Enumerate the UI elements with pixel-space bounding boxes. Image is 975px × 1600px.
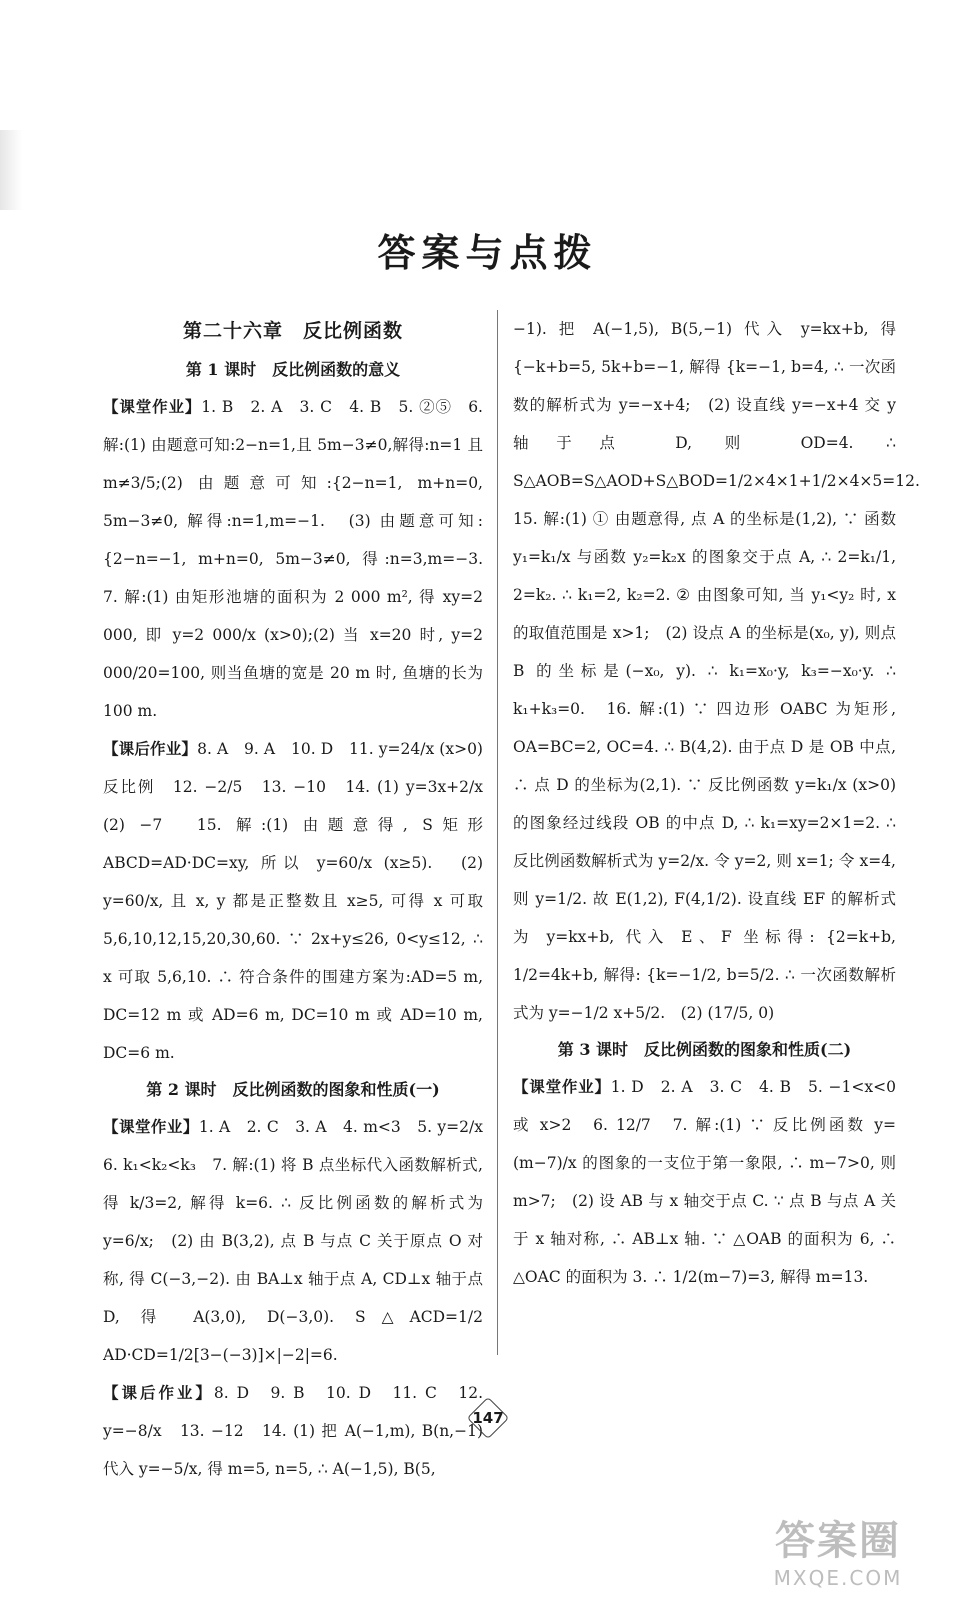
answer-paragraph: [103, 1374, 483, 1488]
answer-text: 1. A 2. C 3. A 4. m<3 5. y=2/x 6. k₁<k₂<k₃ 7. 解:(1) 将 B 点坐标代入函数解析式, 得 k/3=2, 解得 k=6. ∴ 反比例函数的解析式为 y=6/x; (2) 由 B(3,2), 点 B 与点 C 关于原点 O 对称, 得 C(−3,−2). 由 BA⊥x 轴于点 A, CD⊥x 轴于点 D, 得 A(3,0), D(−3,0). S△ACD=1/2 AD·CD=1/2[3−(−3)]×|−2|=6.: [103, 1118, 499, 1364]
column-divider: [497, 310, 498, 1355]
answer-text: 1. B 2. A 3. C 4. B 5. ②⑤ 6. 解:(1) 由题意可知:2−n=1,且 5m−3≠0,解得:n=1 且 m≠3/5;(2) 由题意可知:{2−n=1, m+n=0, 5m−3≠0, 解得:n=1,m=−1. (3) 由题意可知:{2−n=−1, m+n=0, 5m−3≠0, 得:n=3,m=−3. 7. 解:(1) 由矩形池塘的面积为 2 000 m², 得 xy=2 000, 即 y=2 000/x (x>0);(2) 当 x=20 时, y=2 000/20=100, 则当鱼塘的宽是 20 m 时, 鱼塘的长为 100 m.: [103, 398, 499, 720]
page-number-badge: [468, 1398, 508, 1438]
lesson-heading: 第 1 课时 反比例函数的意义: [185, 360, 401, 379]
page-title: 答案与点拨: [377, 230, 598, 275]
section-label: 【课后作业】: [103, 739, 198, 758]
answer-paragraph: [513, 1068, 896, 1296]
answer-paragraph: [103, 1108, 499, 1374]
right-blocks: [513, 310, 936, 1296]
section-label: 【课堂作业】: [103, 1117, 199, 1136]
scan-edge-shadow: [0, 130, 22, 210]
watermark-logo-text: 答案圈: [775, 1518, 901, 1564]
section-label: 【课堂作业】: [513, 1077, 611, 1096]
answer-paragraph: [103, 388, 499, 730]
section-label: 【课后作业】: [103, 1383, 214, 1402]
right-column: [513, 310, 936, 1296]
watermark-url: MXQE.COM: [773, 1566, 903, 1590]
chapter-heading: 第二十六章 反比例函数: [182, 320, 403, 342]
lesson-heading: 第 2 课时 反比例函数的图象和性质(一): [146, 1080, 440, 1099]
answer-text: 8. D 9. B 10. D 11. C 12. y=−8/x 13. −12 14. (1) 把 A(−1,m), B(n,−1) 代入 y=−5/x, 得 m=5, n=5, ∴ A(−1,5), B(5,: [103, 1384, 483, 1478]
answer-text: 8. A 9. A 10. D 11. y=24/x (x>0) 反比例 12. −2/5 13. −10 14. (1) y=3x+2/x (2) −7 15. 解:(1) 由题意得, S矩形ABCD=AD·DC=xy, 所以 y=60/x (x≥5). (2) y=60/x, 且 x, y 都是正整数且 x≥5, 可得 x 可取 5,6,10,12,15,20,30,60. ∵ 2x+y≤26, 0<y≤12, ∴ x 可取 5,6,10. ∴ 符合条件的围建方案为:AD=5 m, DC=12 m 或 AD=6 m, DC=10 m 或 AD=10 m, DC=6 m.: [103, 740, 499, 1062]
answer-paragraph: [103, 730, 499, 1072]
section-label: 【课堂作业】: [103, 397, 202, 416]
lesson-heading: 第 3 课时 反比例函数的图象和性质(二): [557, 1040, 852, 1059]
answer-paragraph: [513, 310, 936, 1032]
page-number: 147: [472, 1409, 504, 1427]
answer-text: −1). 把 A(−1,5), B(5,−1) 代入 y=kx+b, 得 {−k+b=5, 5k+b=−1, 解得 {k=−1, b=4, ∴ 一次函数的解析式为 y=−x+4; (2) 设直线 y=−x+4 交 y 轴于点 D, 则 OD=4. ∴ S△AOB=S△AOD+S△BOD=1/2×4×1+1/2×4×5=12. 15. 解:(1) ① 由题意得, 点 A 的坐标是(1,2), ∵ 函数 y₁=k₁/x 与函数 y₂=k₂x 的图象交于点 A, ∴ 2=k₁/1, 2=k₂. ∴ k₁=2, k₂=2. ② 由图象可知, 当 y₁<y₂ 时, x 的取值范围是 x>1; (2) 设点 A 的坐标是(x₀, y), 则点 B 的坐标是(−x₀, y). ∴ k₁=x₀·y, k₃=−x₀·y. ∴ k₁+k₃=0. 16. 解:(1) ∵ 四边形 OABC 为矩形, OA=BC=2, OC=4. ∴ B(4,2). 由于点 D 是 OB 中点, ∴ 点 D 的坐标为(2,1). ∵ 反比例函数 y=k₁/x (x>0) 的图象经过线段 OB 的中点 D, ∴ k₁=xy=2×1=2. ∴ 反比例函数解析式为 y=2/x. 令 y=2, 则 x=1; 令 x=4, 则 y=1/2. 故 E(1,2), F(4,1/2). 设直线 EF 的解析式为 y=kx+b, 代入 E、F 坐标得: {2=k+b, 1/2=4k+b, 解得: {k=−1/2, b=5/2. ∴ 一次函数解析式为 y=−1/2 x+5/2. (2) (17/5, 0): [513, 320, 936, 1022]
watermark: [723, 1509, 953, 1590]
answer-text: 1. D 2. A 3. C 4. B 5. −1<x<0 或 x>2 6. 12/7 7. 解:(1) ∵ 反比例函数 y=(m−7)/x 的图象的一支位于第一象限, ∴ m−7>0, 则 m>7; (2) 设 AB 与 x 轴交于点 C. ∵ 点 B 与点 A 关于 x 轴对称, ∴ AB⊥x 轴. ∵ △OAB 的面积为 6, ∴ △OAC 的面积为 3. ∴ 1/2(m−7)=3, 解得 m=13.: [513, 1078, 896, 1286]
